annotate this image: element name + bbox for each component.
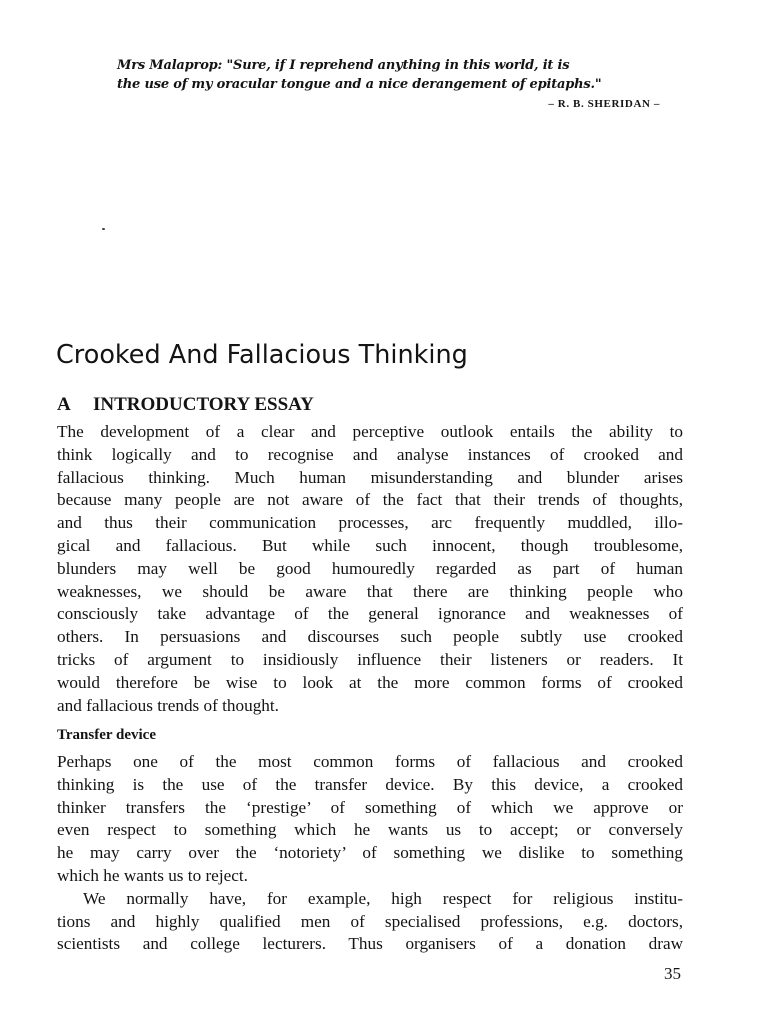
text-line: consciously take advantage of the general ignorance and weaknesses of [57, 604, 683, 624]
text-line: fallacious thinking. Much human misunderstanding and blunder arises [57, 467, 683, 487]
epigraph-line: the use of my oracular tongue and a nice derangement of epitaphs." [117, 77, 602, 92]
text-line: We normally have, for example, high respect for religious institu- [83, 888, 683, 908]
text-line: thinking is the use of the transfer device. By this device, a crooked [57, 774, 683, 794]
text-line: blunders may well be good humouredly regarded as part of human [57, 558, 683, 578]
text-line: because many people are not aware of the fact that their trends of thoughts, [57, 490, 683, 510]
text-line: even respect to something which he wants us to accept; or conversely [57, 820, 683, 840]
text-line: The development of a clear and perceptive outlook entails the ability to [57, 422, 683, 441]
subheading-letter: A [57, 394, 71, 415]
section-subheading [57, 393, 314, 417]
text-line: Perhaps one of the most common forms of fallacious and crooked [57, 752, 683, 771]
subheading-text: INTRODUCTORY ESSAY [93, 394, 314, 415]
epigraph-attribution: – R. B. SHERIDAN – [548, 98, 660, 110]
text-line: tricks of argument to insidiously influence their listeners or readers. It [57, 649, 683, 669]
text-line: would therefore be wise to look at the more common forms of crooked [57, 672, 683, 692]
text-line: and fallacious trends of thought. [57, 695, 279, 715]
text-line: which he wants us to reject. [57, 865, 248, 885]
text-line: think logically and to recognise and analyse instances of crooked and [57, 444, 683, 464]
chapter-title: Crooked And Fallacious Thinking [56, 340, 468, 370]
text-line: thinker transfers the ‘prestige’ of something of which we approve or [57, 797, 683, 817]
transfer-device-text [57, 751, 683, 956]
text-line: gical and fallacious. But while such innocent, though troublesome, [57, 535, 683, 555]
text-line: weaknesses, we should be aware that there are thinking people who [57, 581, 683, 601]
section-heading: Transfer device [57, 727, 157, 743]
text-line: tions and highly qualified men of specialised professions, e.g. doctors, [57, 911, 683, 931]
intro-paragraph [57, 421, 683, 717]
text-line: others. In persuasions and discourses such people subtly use crooked [57, 627, 683, 647]
text-line: he may carry over the ‘notoriety’ of something we dislike to something [57, 843, 683, 863]
text-line: and thus their communication processes, arc frequently muddled, illo- [57, 513, 683, 533]
text-line: scientists and college lecturers. Thus organisers of a donation draw [57, 934, 683, 954]
scan-speck [102, 228, 105, 230]
epigraph-line: Mrs Malaprop: "Sure, if I reprehend anything in this world, it is [117, 58, 570, 73]
page-number: 35 [664, 964, 681, 983]
epigraph-quote [117, 56, 662, 94]
